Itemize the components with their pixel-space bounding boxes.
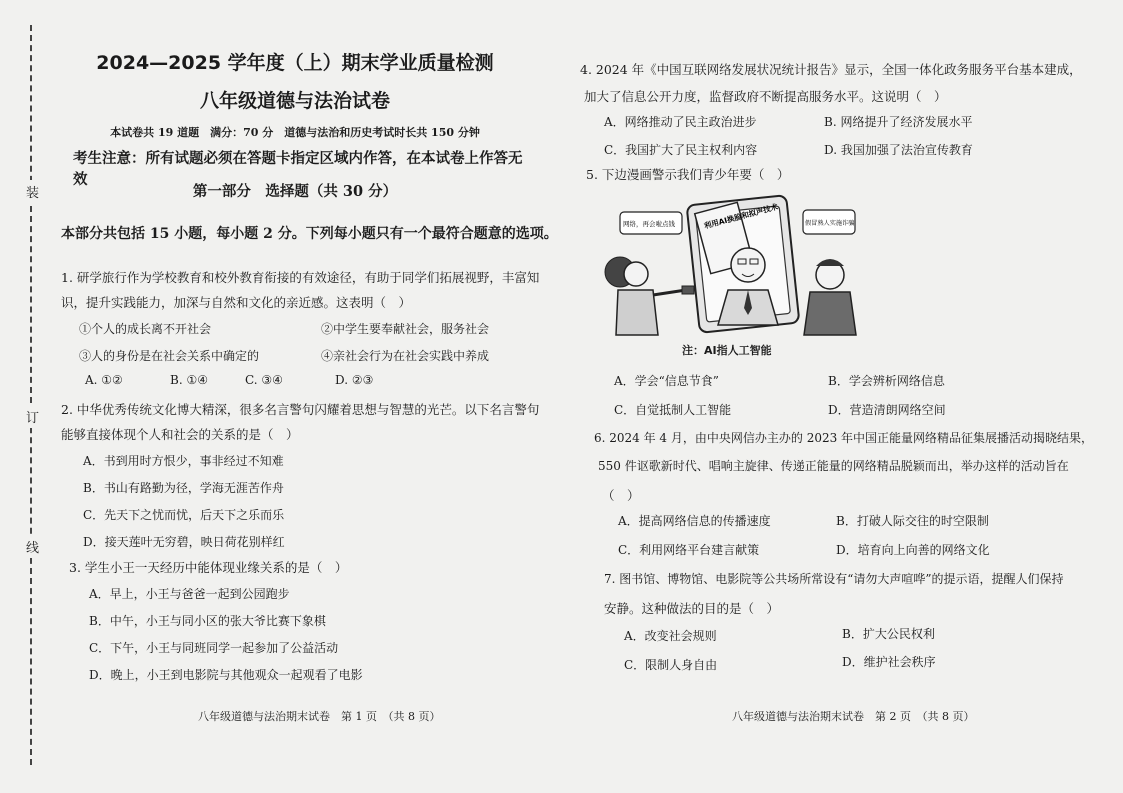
exam-subtitle: 八年级道德与法治试卷 xyxy=(199,90,390,112)
q6-stem-line2: 550 件讴歌新时代、唱响主旋律、传递正能量的网络精品脱颖而出，举办这样的活动旨在 xyxy=(598,459,1069,473)
q6-option-d: D．培育向上向善的网络文化 xyxy=(836,543,990,557)
q3-option-b: B．中午，小王与同小区的张大爷比赛下象棋 xyxy=(89,614,326,628)
q6-option-c: C．利用网络平台建言献策 xyxy=(618,543,760,557)
cartoon-bubble-center-text: 利用AI换脸和拟声技术 xyxy=(703,202,779,231)
q1-option-c: C. ③④ xyxy=(245,373,283,387)
cartoon-bubble-left xyxy=(623,219,676,228)
exam-page-1 xyxy=(55,0,558,793)
q7-option-b: B．扩大公民权利 xyxy=(842,627,935,641)
q7-option-d: D．维护社会秩序 xyxy=(842,655,936,669)
q1-statement-1: ①个人的成长离不开社会 xyxy=(79,322,212,336)
page-2-footer: 八年级道德与法治期末试卷 第 2 页 （共 8 页） xyxy=(732,710,975,723)
exam-title: 2024—2025 学年度（上）期末学业质量检测 xyxy=(96,52,494,74)
exam-meta: 本试卷共 19 道题 满分：70 分 道德与法治和历史考试时长共 150 分钟 xyxy=(110,126,480,139)
q5-option-b: B．学会辨析网络信息 xyxy=(828,374,945,388)
q1-statement-2: ②中学生要奉献社会，服务社会 xyxy=(321,322,490,336)
cartoon-caption: 注：AI指人工智能 xyxy=(682,344,772,357)
binding-char-xian: 线 xyxy=(26,535,38,558)
cartoon-bubble-left-text: 网络，再会啦点钱 xyxy=(623,220,675,228)
q1-statement-3: ③人的身份是在社会关系中确定的 xyxy=(79,349,260,363)
q6-stem-line1: 6. 2024 年 4 月，由中央网信办主办的 2023 年中国正能量网络精品征集展播活动揭晓结果， xyxy=(594,431,1094,445)
q1-stem-line1: 1. 研学旅行作为学校教育和校外教育衔接的有效途径，有助于同学们拓展视野，丰富知 xyxy=(61,270,540,285)
q6-stem-line3: （ ） xyxy=(602,488,640,503)
q5-option-c: C．自觉抵制人工智能 xyxy=(614,403,732,417)
q2-stem-line2: 能够直接体现个人和社会的关系的是（ ） xyxy=(61,427,299,442)
q1-statement-4: ④亲社会行为在社会实践中养成 xyxy=(321,349,490,363)
q2-option-c: C．先天下之忧而忧，后天下之乐而乐 xyxy=(83,508,285,522)
exam-page-2 xyxy=(578,0,1098,793)
q2-stem-line1: 2. 中华优秀传统文化博大精深，很多名言警句闪耀着思想与智慧的光芒。以下名言警句 xyxy=(61,402,540,417)
cartoon-illustration xyxy=(598,190,863,345)
q3-stem: 3. 学生小王一天经历中能体现业缘关系的是（ ） xyxy=(69,560,348,575)
q4-stem-line1: 4. 2024 年《中国互联网络发展状况统计报告》显示，全国一体化政务服务平台基本建成， xyxy=(580,62,1082,77)
section-intro: 本部分共包括 15 小题，每小题 2 分。下列每小题只有一个最符合题意的选项。 xyxy=(61,226,558,242)
q1-option-a: A. ①② xyxy=(85,373,123,387)
q4-option-b: B. 网络提升了经济发展水平 xyxy=(824,115,973,129)
q5-stem: 5. 下边漫画警示我们青少年要（ ） xyxy=(586,167,790,182)
q4-stem-line2: 加大了信息公开力度，监督政府不断提高服务水平。这说明（ ） xyxy=(584,89,947,104)
q1-option-d: D. ②③ xyxy=(335,373,374,387)
q4-option-a: A．网络推动了民主政治进步 xyxy=(604,115,757,129)
q5-option-a: A．学会“信息节食” xyxy=(614,374,719,388)
candidate-notice: 考生注意：所有试题必须在答题卡指定区域内作答，在本试卷上作答无效 xyxy=(73,150,523,188)
cartoon-bubble-right xyxy=(805,219,855,227)
q4-option-d: D. 我国加强了法治宣传教育 xyxy=(824,143,973,157)
q2-option-b: B．书山有路勤为径，学海无涯苦作舟 xyxy=(83,481,284,495)
binding-char-zhuang: 装 xyxy=(26,180,38,203)
binding-dashed-line xyxy=(30,25,32,765)
q1-option-b: B. ①④ xyxy=(170,373,208,387)
binding-char-ding: 订 xyxy=(26,405,38,428)
q4-option-c: C．我国扩大了民主权利内容 xyxy=(604,143,758,157)
q6-option-a: A．提高网络信息的传播速度 xyxy=(618,514,771,528)
section-heading: 第一部分 选择题（共 30 分） xyxy=(192,183,398,200)
q2-option-d: D．接天莲叶无穷碧，映日荷花别样红 xyxy=(83,535,285,549)
q7-option-a: A．改变社会规则 xyxy=(624,629,717,643)
q3-option-a: A．早上，小王与爸爸一起到公园跑步 xyxy=(89,587,290,601)
cartoon-bubble-right-text: 假冒熟人实施诈骗 xyxy=(805,220,855,227)
q5-option-d: D．营造清朗网络空间 xyxy=(828,403,946,417)
q7-option-c: C．限制人身自由 xyxy=(624,658,718,672)
q6-option-b: B．打破人际交往的时空限制 xyxy=(836,514,989,528)
q3-option-d: D．晚上，小王到电影院与其他观众一起观看了电影 xyxy=(89,668,363,682)
q7-stem-line2: 安静。这种做法的目的是（ ） xyxy=(604,601,780,616)
page-1-footer: 八年级道德与法治期末试卷 第 1 页 （共 8 页） xyxy=(198,710,441,723)
q1-stem-line2: 识，提升实践能力，加深与自然和文化的亲近感。这表明（ ） xyxy=(61,295,412,310)
q2-option-a: A．书到用时方恨少，事非经过不知难 xyxy=(83,454,284,468)
q3-option-c: C．下午，小王与同班同学一起参加了公益活动 xyxy=(89,641,339,655)
q7-stem-line1: 7. 图书馆、博物馆、电影院等公共场所常设有“请勿大声喧哗”的提示语，提醒人们保持 xyxy=(604,572,1064,586)
